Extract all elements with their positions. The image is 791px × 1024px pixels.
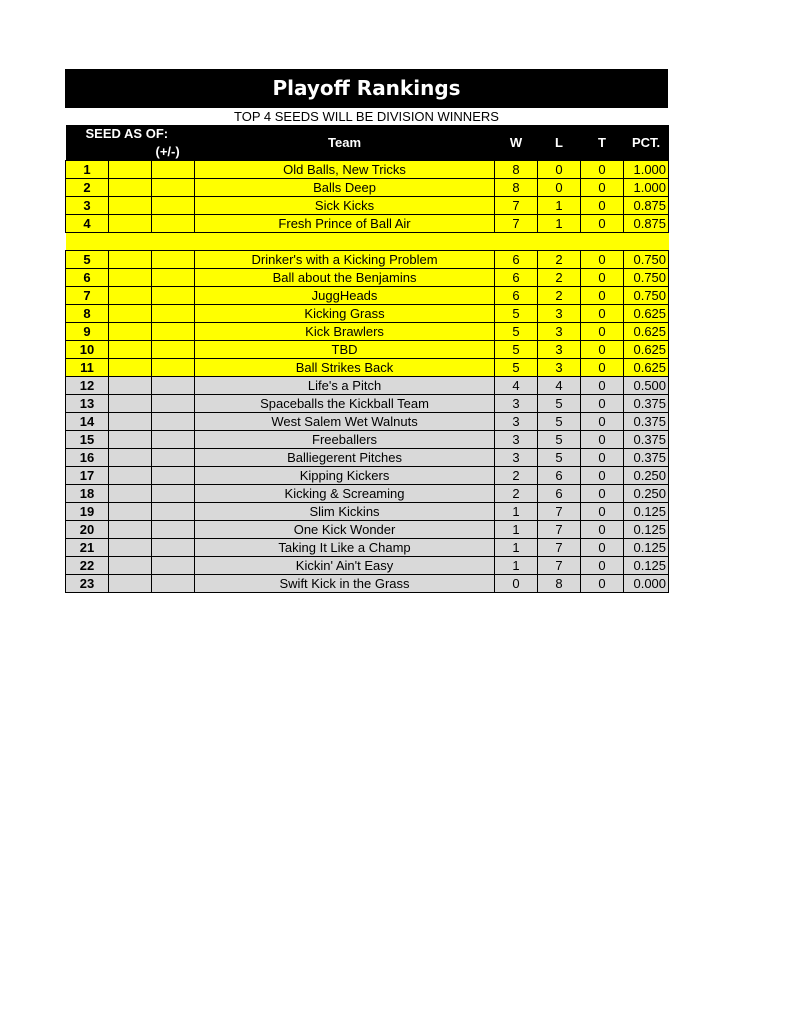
team-name-cell: Sick Kicks xyxy=(195,197,495,215)
seed-cell: 4 xyxy=(66,215,109,233)
ties-cell: 0 xyxy=(581,431,624,449)
table-row xyxy=(66,521,669,539)
change-cell xyxy=(109,395,152,413)
seed-cell: 2 xyxy=(66,179,109,197)
ties-cell: 0 xyxy=(581,305,624,323)
table-row xyxy=(66,539,669,557)
table-row xyxy=(66,323,669,341)
ties-cell: 0 xyxy=(581,485,624,503)
header-w: W xyxy=(495,125,538,161)
seed-cell: 5 xyxy=(66,251,109,269)
seed-cell: 10 xyxy=(66,341,109,359)
header-team: Team xyxy=(195,125,495,161)
wins-cell: 1 xyxy=(495,521,538,539)
wins-cell: 7 xyxy=(495,215,538,233)
wins-cell: 5 xyxy=(495,305,538,323)
pct-cell: 0.125 xyxy=(624,521,669,539)
seed-cell: 8 xyxy=(66,305,109,323)
change-cell xyxy=(152,251,195,269)
seed-cell: 22 xyxy=(66,557,109,575)
change-cell xyxy=(109,449,152,467)
team-name-cell: Freeballers xyxy=(195,431,495,449)
change-cell xyxy=(109,467,152,485)
team-name-cell: Old Balls, New Tricks xyxy=(195,161,495,179)
change-cell xyxy=(109,503,152,521)
losses-cell: 0 xyxy=(538,179,581,197)
change-cell xyxy=(152,323,195,341)
change-cell xyxy=(152,197,195,215)
seed-cell: 7 xyxy=(66,287,109,305)
losses-cell: 0 xyxy=(538,161,581,179)
change-cell xyxy=(109,161,152,179)
wins-cell: 3 xyxy=(495,413,538,431)
seed-cell: 16 xyxy=(66,449,109,467)
losses-cell: 1 xyxy=(538,197,581,215)
table-row xyxy=(66,485,669,503)
header-t: T xyxy=(581,125,624,161)
change-cell xyxy=(152,449,195,467)
losses-cell: 3 xyxy=(538,323,581,341)
seed-cell: 12 xyxy=(66,377,109,395)
change-cell xyxy=(109,575,152,593)
header-row-1 xyxy=(66,125,669,142)
pct-cell: 1.000 xyxy=(624,161,669,179)
table-row xyxy=(66,467,669,485)
change-cell xyxy=(152,377,195,395)
change-cell xyxy=(152,521,195,539)
wins-cell: 1 xyxy=(495,503,538,521)
header-blank xyxy=(66,142,109,161)
seed-cell: 14 xyxy=(66,413,109,431)
change-cell xyxy=(109,539,152,557)
table-row xyxy=(66,179,669,197)
pct-cell: 0.125 xyxy=(624,557,669,575)
pct-cell: 1.000 xyxy=(624,179,669,197)
seed-cell: 3 xyxy=(66,197,109,215)
change-cell xyxy=(109,269,152,287)
losses-cell: 8 xyxy=(538,575,581,593)
rankings-sheet xyxy=(65,69,668,593)
ties-cell: 0 xyxy=(581,395,624,413)
losses-cell: 2 xyxy=(538,251,581,269)
ties-cell: 0 xyxy=(581,359,624,377)
header-l: L xyxy=(538,125,581,161)
page-subtitle: TOP 4 SEEDS WILL BE DIVISION WINNERS xyxy=(234,109,499,124)
table-row xyxy=(66,251,669,269)
wins-cell: 5 xyxy=(495,323,538,341)
team-name-cell: Kick Brawlers xyxy=(195,323,495,341)
losses-cell: 2 xyxy=(538,287,581,305)
change-cell xyxy=(109,305,152,323)
table-row xyxy=(66,395,669,413)
seed-cell: 15 xyxy=(66,431,109,449)
team-name-cell: Drinker's with a Kicking Problem xyxy=(195,251,495,269)
wins-cell: 0 xyxy=(495,575,538,593)
pct-cell: 0.875 xyxy=(624,197,669,215)
header-plus-minus: (+/-) xyxy=(152,142,195,161)
change-cell xyxy=(152,395,195,413)
losses-cell: 7 xyxy=(538,521,581,539)
change-cell xyxy=(152,305,195,323)
change-cell xyxy=(152,215,195,233)
pct-cell: 0.500 xyxy=(624,377,669,395)
change-cell xyxy=(109,251,152,269)
pct-cell: 0.250 xyxy=(624,467,669,485)
change-cell xyxy=(152,557,195,575)
seed-cell: 20 xyxy=(66,521,109,539)
wins-cell: 6 xyxy=(495,287,538,305)
wins-cell: 2 xyxy=(495,467,538,485)
change-cell xyxy=(152,413,195,431)
losses-cell: 2 xyxy=(538,269,581,287)
wins-cell: 7 xyxy=(495,197,538,215)
ties-cell: 0 xyxy=(581,539,624,557)
change-cell xyxy=(109,287,152,305)
ties-cell: 0 xyxy=(581,413,624,431)
table-row xyxy=(66,575,669,593)
team-name-cell: Kicking & Screaming xyxy=(195,485,495,503)
wins-cell: 5 xyxy=(495,341,538,359)
header-blank xyxy=(109,142,152,161)
team-name-cell: Balliegerent Pitches xyxy=(195,449,495,467)
header-seed-as-of: SEED AS OF: xyxy=(66,125,195,142)
ties-cell: 0 xyxy=(581,467,624,485)
change-cell xyxy=(152,287,195,305)
pct-cell: 0.625 xyxy=(624,341,669,359)
wins-cell: 2 xyxy=(495,485,538,503)
team-name-cell: Kicking Grass xyxy=(195,305,495,323)
table-row xyxy=(66,557,669,575)
seed-cell: 23 xyxy=(66,575,109,593)
change-cell xyxy=(152,359,195,377)
pct-cell: 0.750 xyxy=(624,269,669,287)
table-row xyxy=(66,449,669,467)
seed-cell: 11 xyxy=(66,359,109,377)
ties-cell: 0 xyxy=(581,503,624,521)
seed-cell: 18 xyxy=(66,485,109,503)
wins-cell: 1 xyxy=(495,557,538,575)
rankings-table xyxy=(65,125,669,593)
change-cell xyxy=(152,161,195,179)
team-name-cell: West Salem Wet Walnuts xyxy=(195,413,495,431)
ties-cell: 0 xyxy=(581,557,624,575)
pct-cell: 0.875 xyxy=(624,215,669,233)
losses-cell: 5 xyxy=(538,413,581,431)
team-name-cell: Ball Strikes Back xyxy=(195,359,495,377)
pct-cell: 0.125 xyxy=(624,503,669,521)
change-cell xyxy=(109,179,152,197)
pct-cell: 0.625 xyxy=(624,359,669,377)
wins-cell: 8 xyxy=(495,161,538,179)
wins-cell: 5 xyxy=(495,359,538,377)
table-row xyxy=(66,503,669,521)
ties-cell: 0 xyxy=(581,287,624,305)
pct-cell: 0.375 xyxy=(624,413,669,431)
table-row xyxy=(66,431,669,449)
division-separator xyxy=(66,233,669,251)
table-row xyxy=(66,269,669,287)
table-row xyxy=(66,305,669,323)
team-name-cell: TBD xyxy=(195,341,495,359)
change-cell xyxy=(152,179,195,197)
ties-cell: 0 xyxy=(581,269,624,287)
pct-cell: 0.625 xyxy=(624,323,669,341)
team-name-cell: Balls Deep xyxy=(195,179,495,197)
team-name-cell: Life's a Pitch xyxy=(195,377,495,395)
table-row xyxy=(66,377,669,395)
table-row xyxy=(66,215,669,233)
team-name-cell: Swift Kick in the Grass xyxy=(195,575,495,593)
table-row xyxy=(66,287,669,305)
pct-cell: 0.625 xyxy=(624,305,669,323)
change-cell xyxy=(152,539,195,557)
team-name-cell: Fresh Prince of Ball Air xyxy=(195,215,495,233)
change-cell xyxy=(152,341,195,359)
seed-cell: 21 xyxy=(66,539,109,557)
losses-cell: 3 xyxy=(538,341,581,359)
losses-cell: 5 xyxy=(538,395,581,413)
table-row xyxy=(66,341,669,359)
ties-cell: 0 xyxy=(581,215,624,233)
losses-cell: 3 xyxy=(538,305,581,323)
change-cell xyxy=(109,323,152,341)
ties-cell: 0 xyxy=(581,251,624,269)
losses-cell: 3 xyxy=(538,359,581,377)
losses-cell: 7 xyxy=(538,539,581,557)
change-cell xyxy=(152,269,195,287)
pct-cell: 0.125 xyxy=(624,539,669,557)
ties-cell: 0 xyxy=(581,197,624,215)
losses-cell: 4 xyxy=(538,377,581,395)
ties-cell: 0 xyxy=(581,449,624,467)
wins-cell: 3 xyxy=(495,395,538,413)
losses-cell: 6 xyxy=(538,485,581,503)
ties-cell: 0 xyxy=(581,575,624,593)
wins-cell: 6 xyxy=(495,251,538,269)
losses-cell: 7 xyxy=(538,557,581,575)
change-cell xyxy=(109,521,152,539)
losses-cell: 7 xyxy=(538,503,581,521)
change-cell xyxy=(109,557,152,575)
team-name-cell: JuggHeads xyxy=(195,287,495,305)
change-cell xyxy=(152,485,195,503)
separator-cell xyxy=(66,233,669,251)
team-name-cell: Ball about the Benjamins xyxy=(195,269,495,287)
page-title: Playoff Rankings xyxy=(65,69,668,108)
change-cell xyxy=(152,503,195,521)
wins-cell: 3 xyxy=(495,431,538,449)
losses-cell: 6 xyxy=(538,467,581,485)
team-name-cell: Kickin' Ain't Easy xyxy=(195,557,495,575)
seed-cell: 9 xyxy=(66,323,109,341)
rankings-body xyxy=(66,125,669,593)
pct-cell: 0.375 xyxy=(624,449,669,467)
ties-cell: 0 xyxy=(581,161,624,179)
seed-cell: 6 xyxy=(66,269,109,287)
pct-cell: 0.375 xyxy=(624,431,669,449)
change-cell xyxy=(109,215,152,233)
losses-cell: 1 xyxy=(538,215,581,233)
wins-cell: 6 xyxy=(495,269,538,287)
wins-cell: 3 xyxy=(495,449,538,467)
table-row xyxy=(66,359,669,377)
wins-cell: 4 xyxy=(495,377,538,395)
seed-cell: 19 xyxy=(66,503,109,521)
team-name-cell: Slim Kickins xyxy=(195,503,495,521)
ties-cell: 0 xyxy=(581,521,624,539)
wins-cell: 8 xyxy=(495,179,538,197)
ties-cell: 0 xyxy=(581,179,624,197)
change-cell xyxy=(152,467,195,485)
change-cell xyxy=(109,377,152,395)
pct-cell: 0.375 xyxy=(624,395,669,413)
table-row xyxy=(66,161,669,179)
wins-cell: 1 xyxy=(495,539,538,557)
ties-cell: 0 xyxy=(581,341,624,359)
change-cell xyxy=(152,575,195,593)
pct-cell: 0.000 xyxy=(624,575,669,593)
change-cell xyxy=(109,359,152,377)
change-cell xyxy=(152,431,195,449)
pct-cell: 0.750 xyxy=(624,251,669,269)
losses-cell: 5 xyxy=(538,431,581,449)
team-name-cell: Kipping Kickers xyxy=(195,467,495,485)
header-pct: PCT. xyxy=(624,125,669,161)
ties-cell: 0 xyxy=(581,377,624,395)
pct-cell: 0.250 xyxy=(624,485,669,503)
table-row xyxy=(66,197,669,215)
seed-cell: 1 xyxy=(66,161,109,179)
losses-cell: 5 xyxy=(538,449,581,467)
seed-cell: 17 xyxy=(66,467,109,485)
team-name-cell: Taking It Like a Champ xyxy=(195,539,495,557)
change-cell xyxy=(109,341,152,359)
ties-cell: 0 xyxy=(581,323,624,341)
change-cell xyxy=(109,413,152,431)
change-cell xyxy=(109,485,152,503)
team-name-cell: Spaceballs the Kickball Team xyxy=(195,395,495,413)
pct-cell: 0.750 xyxy=(624,287,669,305)
seed-cell: 13 xyxy=(66,395,109,413)
change-cell xyxy=(109,431,152,449)
team-name-cell: One Kick Wonder xyxy=(195,521,495,539)
table-row xyxy=(66,413,669,431)
change-cell xyxy=(109,197,152,215)
